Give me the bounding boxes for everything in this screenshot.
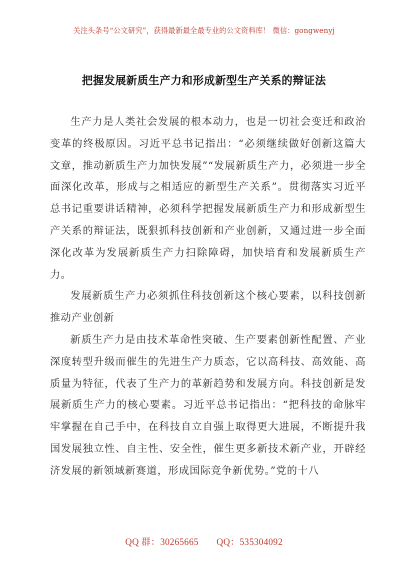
document-body	[50, 112, 366, 483]
header-banner: 关注头条号“公文研究”，获得最新最全最专业的公文资料库！ 微信：gongwenyj	[73, 26, 335, 35]
footer-banner	[0, 534, 408, 548]
paragraph-section-heading: 发展新质生产力必须抓住科技创新这个核心要素，以科技创新推动产业创新	[50, 291, 366, 325]
paragraph-new-productivity: 新质生产力是由技术革命性突破、生产要素创新性配置、产业深度转型升级而催生的先进生产力质态，它以高科技、高效能、高质量为特征，代表了生产力的革新趋势和发展方向。科技创新是发展新质生产力的核心要素。习近平总书记指出：“把科技的命脉牢牢掌握在自己手中，在科技自立自强上取得更大进展，不断提升我国发展独立性、自主性、安全性，催生更多新技术新产业，开辟经济发展的新领域新赛道，形成国际竞争新优势。”党的十八	[50, 334, 366, 477]
paragraph-intro: 生产力是人类社会发展的根本动力，也是一切社会变迁和政治变革的终极原因。习近平总书记指出：“必须继续做好创新这篇大文章，推动新质生产力加快发展”“发展新质生产力，必须进一步全面深化改革，形成与之相适应的新型生产关系”。贯彻落实习近平总书记重要讲话精神，必须科学把握发展新质生产力和形成新型生产关系的辩证法，既狠抓科技创新和产业创新，又通过进一步全面深化改革为发展新质生产力扫除障碍，加快培育和发展新质生产力。	[50, 117, 366, 281]
document-title: 把握发展新质生产力和形成新型生产关系的辩证法	[81, 74, 327, 87]
footer-qq: QQ：535304092	[216, 537, 283, 547]
footer-qq-group: QQ 群：30265665	[125, 537, 199, 547]
